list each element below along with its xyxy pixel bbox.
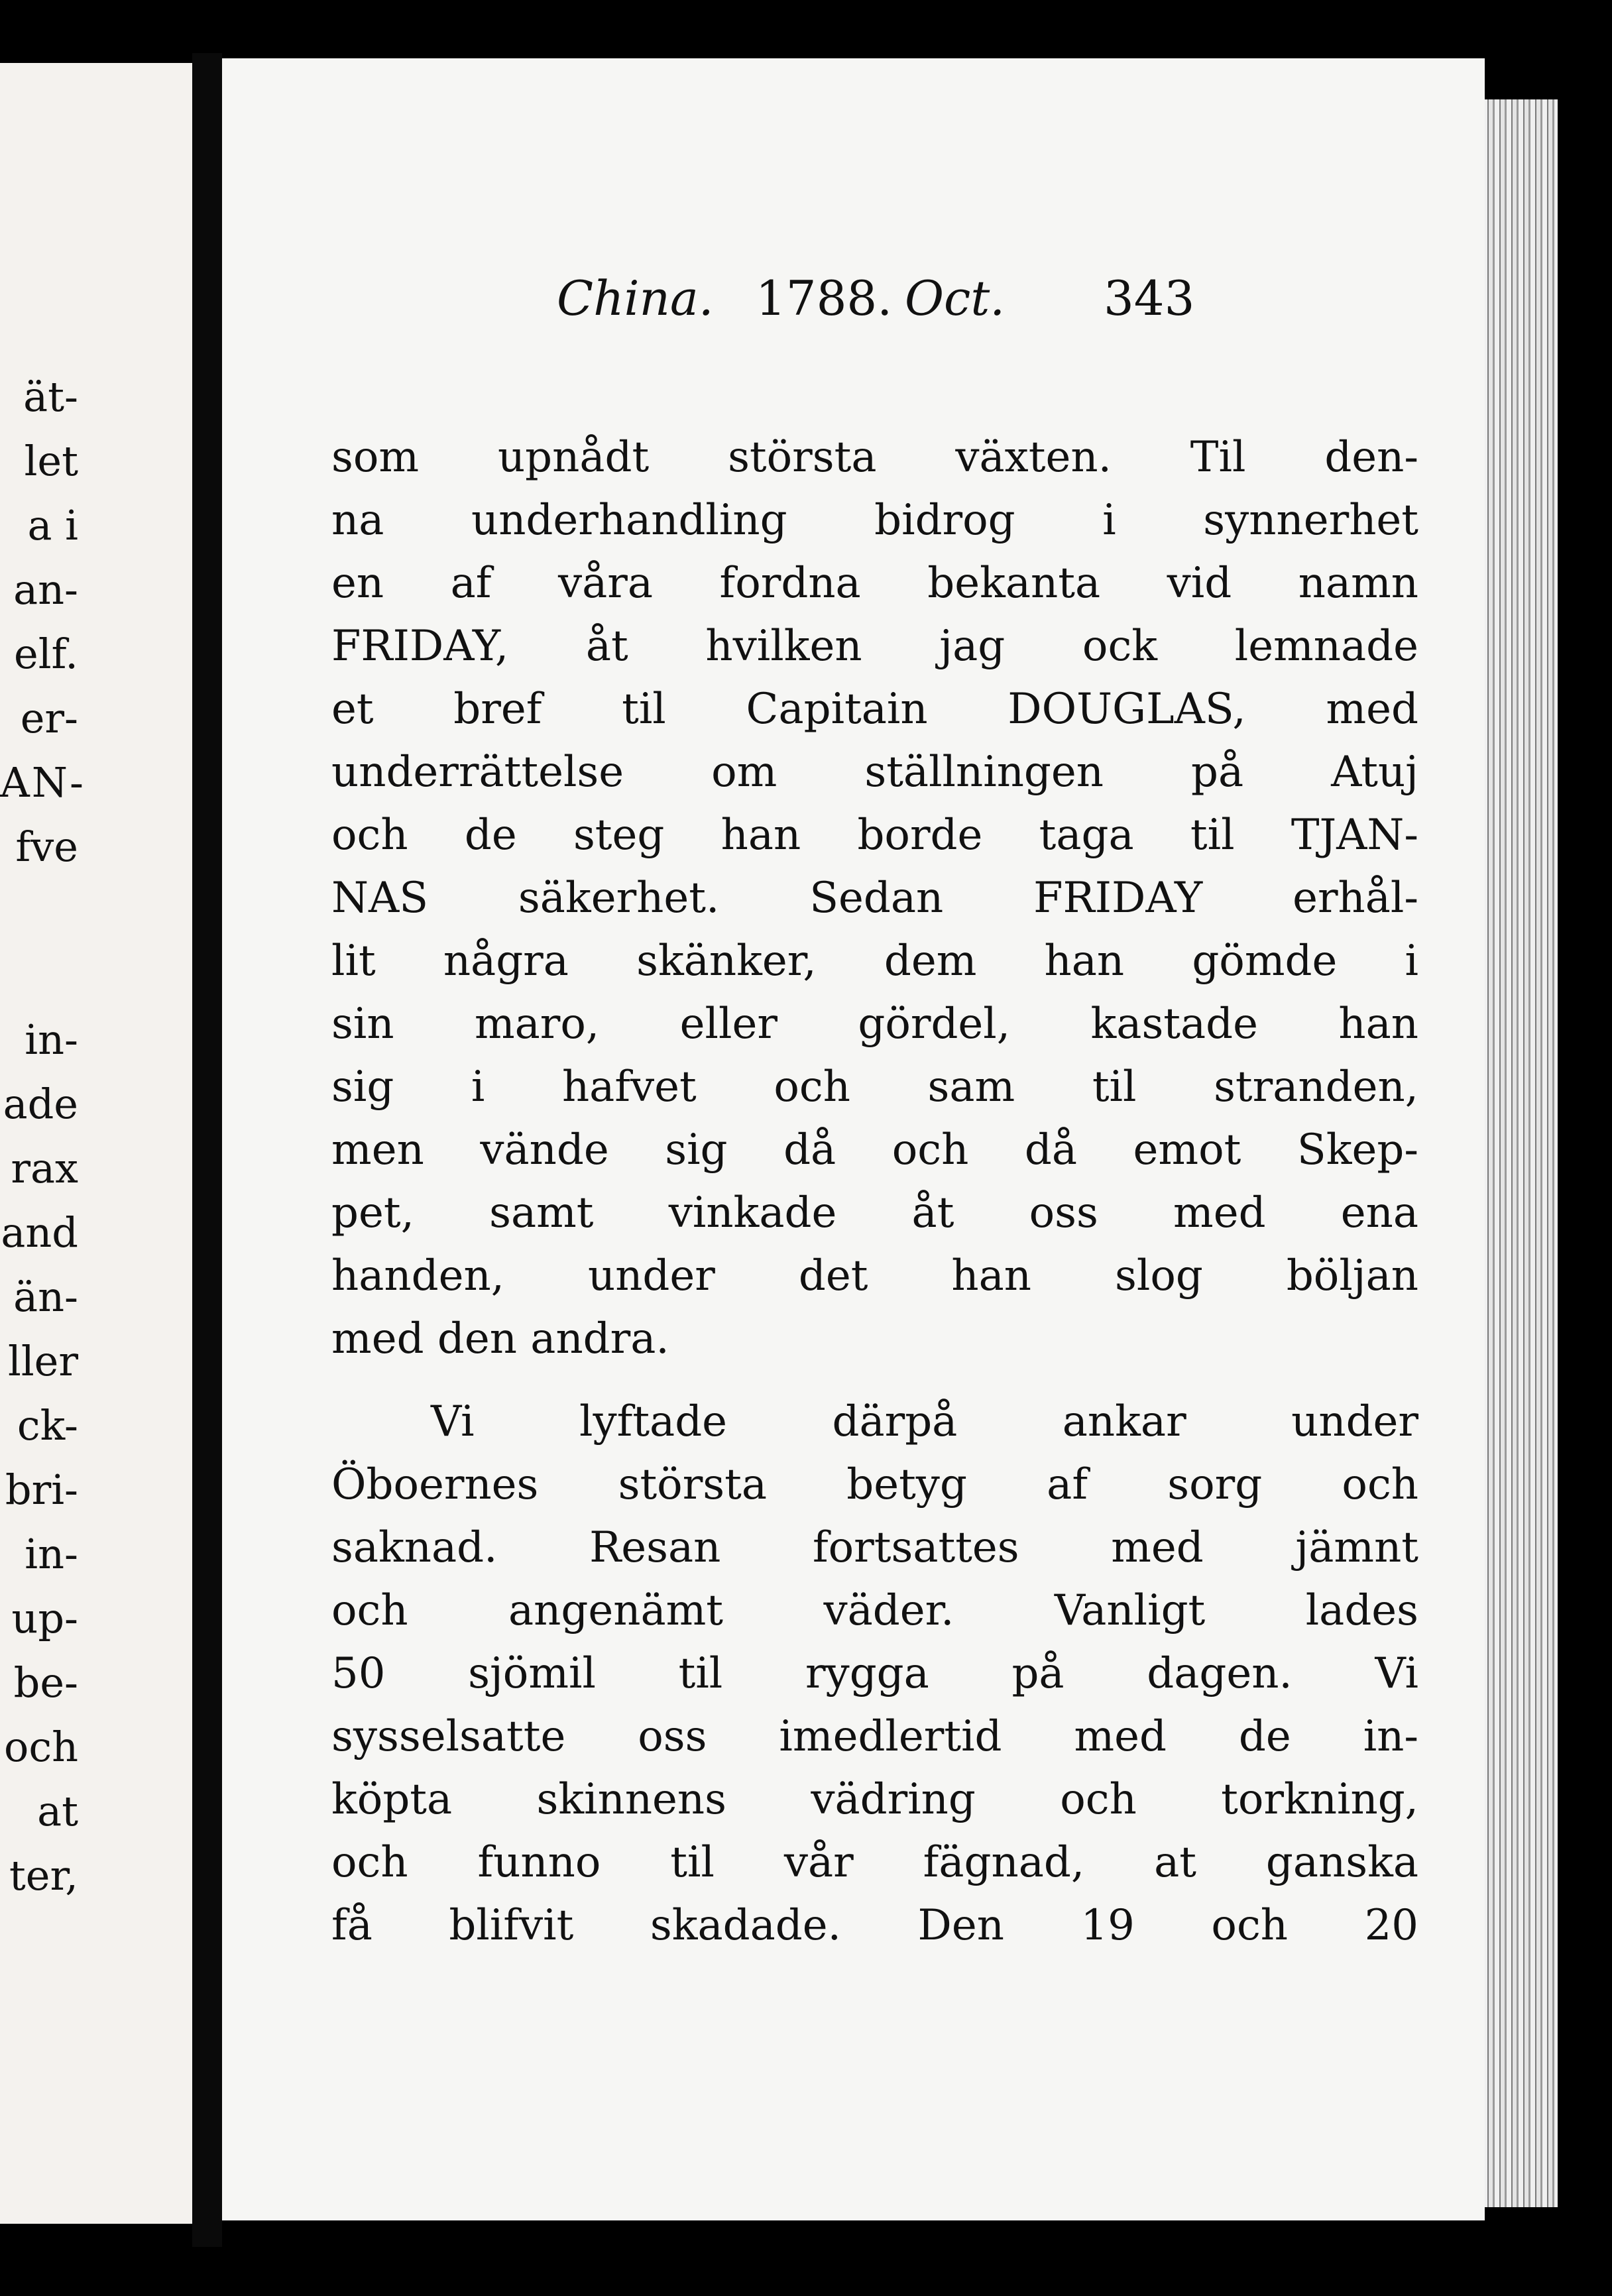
text-line: som upnådt största växten. Til den- (331, 433, 1418, 482)
left-line (0, 943, 192, 1007)
left-line: bri- (5, 1465, 78, 1514)
left-line: a i (27, 501, 78, 549)
left-line: an- (13, 565, 78, 614)
text-line: sysselsatte oss imedlertid med de in- (331, 1712, 1418, 1761)
left-line: ät- (23, 373, 78, 421)
left-line: fve (15, 823, 78, 871)
left-line: in- (25, 1015, 78, 1064)
body-text (331, 426, 1418, 1957)
text-line: Vi lyftade därpå ankar under (431, 1397, 1418, 1446)
text-line: med den andra. (331, 1314, 669, 1363)
left-line: elf. (14, 630, 78, 678)
text-line: underrättelse om ställningen på Atuj (331, 748, 1418, 797)
text-line: pet, samt vinkade åt oss med ena (331, 1188, 1418, 1237)
left-line: and (1, 1208, 78, 1257)
text-line: sig i hafvet och sam til stranden, (331, 1062, 1418, 1112)
left-line (0, 879, 192, 943)
text-line: men vände sig då och då emot Skep- (331, 1125, 1418, 1175)
text-line: et bref til Capitain DOUGLAS, med (331, 685, 1418, 734)
left-line: än- (13, 1273, 78, 1321)
right-page (222, 58, 1485, 2220)
text-line: och de steg han borde taga til TJAN- (331, 811, 1418, 860)
left-page-fragment (0, 63, 192, 2224)
running-head (222, 270, 1485, 350)
text-line: sin maro, eller gördel, kastade han (331, 1000, 1418, 1049)
left-page-text (0, 365, 192, 1908)
text-line: och angenämt väder. Vanligt lades (331, 1586, 1418, 1635)
book-gutter (192, 53, 222, 2247)
running-head-month: Oct. (905, 270, 1006, 326)
page-number: 343 (1104, 270, 1195, 326)
paragraph-break (331, 1371, 1418, 1391)
running-head-year: 1788. (756, 270, 893, 326)
left-line: ade (3, 1080, 78, 1128)
text-line: saknad. Resan fortsattes med jämnt (331, 1523, 1418, 1572)
left-line: let (24, 437, 78, 485)
text-line: lit några skänker, dem han gömde i (331, 937, 1418, 986)
text-line: na underhandling bidrog i synnerhet (331, 496, 1418, 545)
left-line: ller (8, 1337, 78, 1385)
text-line: Öboernes största betyg af sorg och (331, 1460, 1418, 1509)
text-line: få blifvit skadade. Den 19 och 20 (331, 1901, 1418, 1950)
running-head-title: China. (557, 270, 714, 326)
text-line: handen, under det han slog böljan (331, 1251, 1418, 1300)
left-line: ck- (17, 1401, 78, 1450)
text-line: och funno til vår fägnad, at ganska (331, 1838, 1418, 1887)
text-line: FRIDAY, åt hvilken jag ock lemnade (331, 622, 1418, 671)
left-line: at (37, 1787, 78, 1835)
left-line: be- (13, 1658, 78, 1707)
left-line: up- (11, 1594, 78, 1642)
left-line: AN- (0, 758, 86, 807)
text-line: NAS säkerhet. Sedan FRIDAY erhål- (331, 874, 1418, 923)
left-line: rax (11, 1144, 78, 1192)
text-line: köpta skinnens vädring och torkning, (331, 1775, 1418, 1824)
left-line: in- (25, 1530, 78, 1578)
left-line: ter, (9, 1851, 78, 1900)
text-line: 50 sjömil til rygga på dagen. Vi (331, 1649, 1418, 1698)
left-line: och (4, 1723, 78, 1771)
left-line: er- (20, 694, 78, 742)
text-line: en af våra fordna bekanta vid namn (331, 559, 1418, 608)
